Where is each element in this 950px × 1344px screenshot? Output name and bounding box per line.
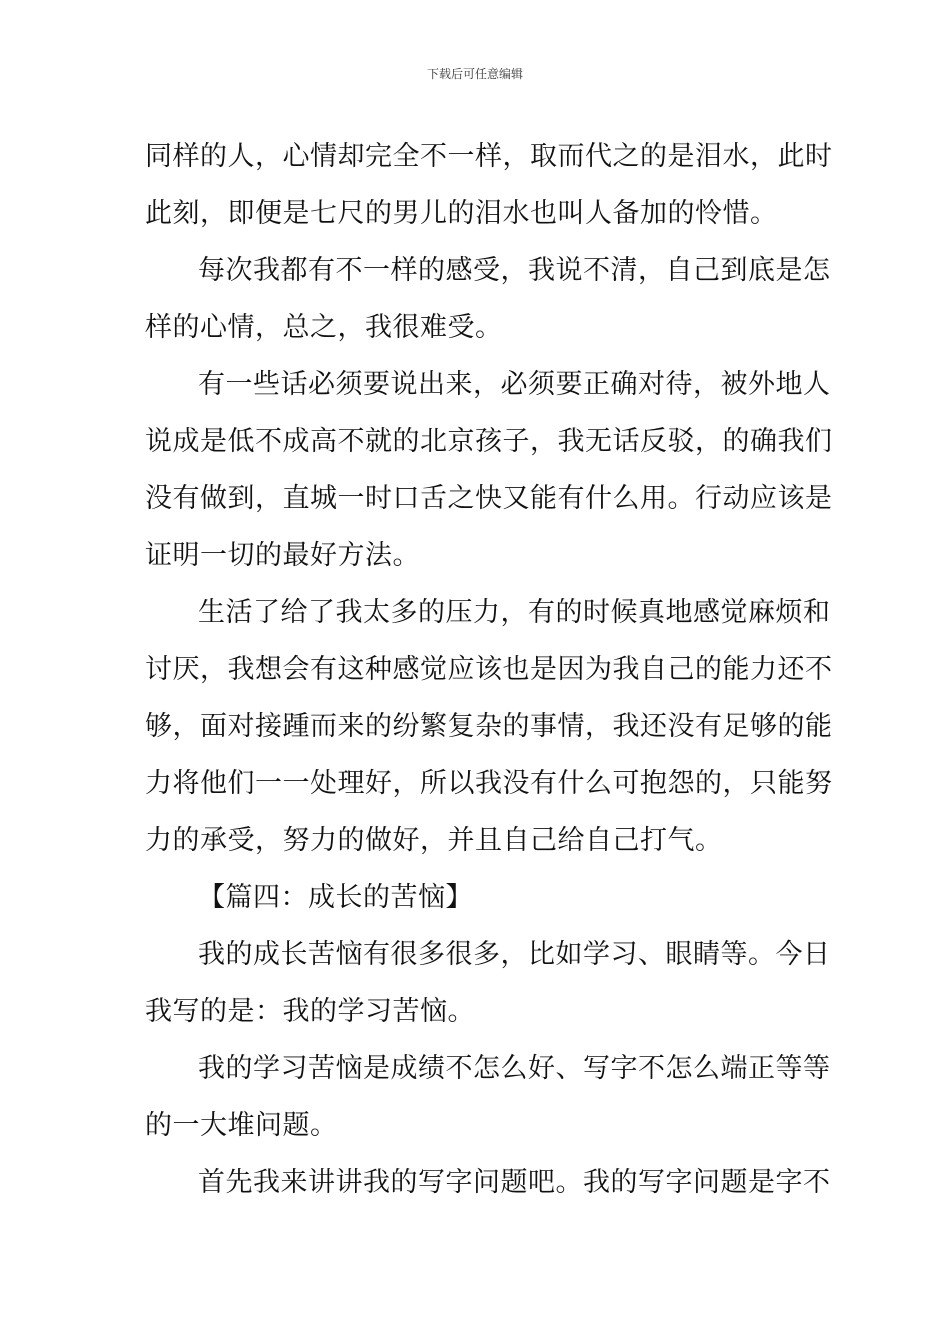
text-line: 每次我都有不一样的感受，我说不清，自己到底是怎: [198, 255, 831, 286]
text-line: 首先我来讲讲我的写字问题吧。我的写字问题是字不: [198, 1167, 831, 1198]
text-line: 的一大堆问题。: [145, 1110, 338, 1141]
text-line: 我的学习苦恼是成绩不怎么好、写字不怎么端正等等: [198, 1053, 831, 1084]
page-header: 下载后可任意编辑: [426, 67, 523, 81]
paragraph: [145, 128, 833, 242]
text-line: 同样的人，心情却完全不一样，取而代之的是泪水，此时: [145, 141, 833, 172]
paragraph: [145, 356, 833, 584]
paragraph: [145, 1040, 831, 1154]
text-line: 力的承受，努力的做好，并且自己给自己打气。: [145, 825, 723, 856]
text-line: 说成是低不成高不就的北京孩子，我无话反驳，的确我们: [145, 426, 833, 457]
paragraph: [145, 926, 831, 1040]
section-heading: [145, 869, 807, 926]
paragraph: [145, 242, 831, 356]
text-line: 我的成长苦恼有很多很多，比如学习、眼睛等。今日: [198, 939, 831, 970]
text-line: 证明一切的最好方法。: [145, 540, 420, 571]
text-line: 没有做到，直城一时口舌之快又能有什么用。行动应该是: [145, 483, 833, 514]
paragraph: [145, 1154, 831, 1211]
text-line: 讨厌，我想会有这种感觉应该也是因为我自己的能力还不: [145, 654, 833, 685]
section-heading-text: 【篇四：成长的苦恼】: [198, 882, 473, 913]
paragraph: [145, 584, 833, 869]
text-line: 有一些话必须要说出来，必须要正确对待，被外地人: [198, 369, 831, 400]
text-line: 生活了给了我太多的压力，有的时候真地感觉麻烦和: [198, 597, 831, 628]
text-line: 力将他们一一处理好，所以我没有什么可抱怨的，只能努: [145, 768, 833, 799]
text-line: 此刻，即便是七尺的男儿的泪水也叫人备加的怜惜。: [145, 198, 778, 229]
document-body: [145, 128, 833, 1211]
text-line: 我写的是：我的学习苦恼。: [145, 996, 475, 1027]
text-line: 够，面对接踵而来的纷繁复杂的事情，我还没有足够的能: [145, 711, 833, 742]
text-line: 样的心情，总之，我很难受。: [145, 312, 503, 343]
